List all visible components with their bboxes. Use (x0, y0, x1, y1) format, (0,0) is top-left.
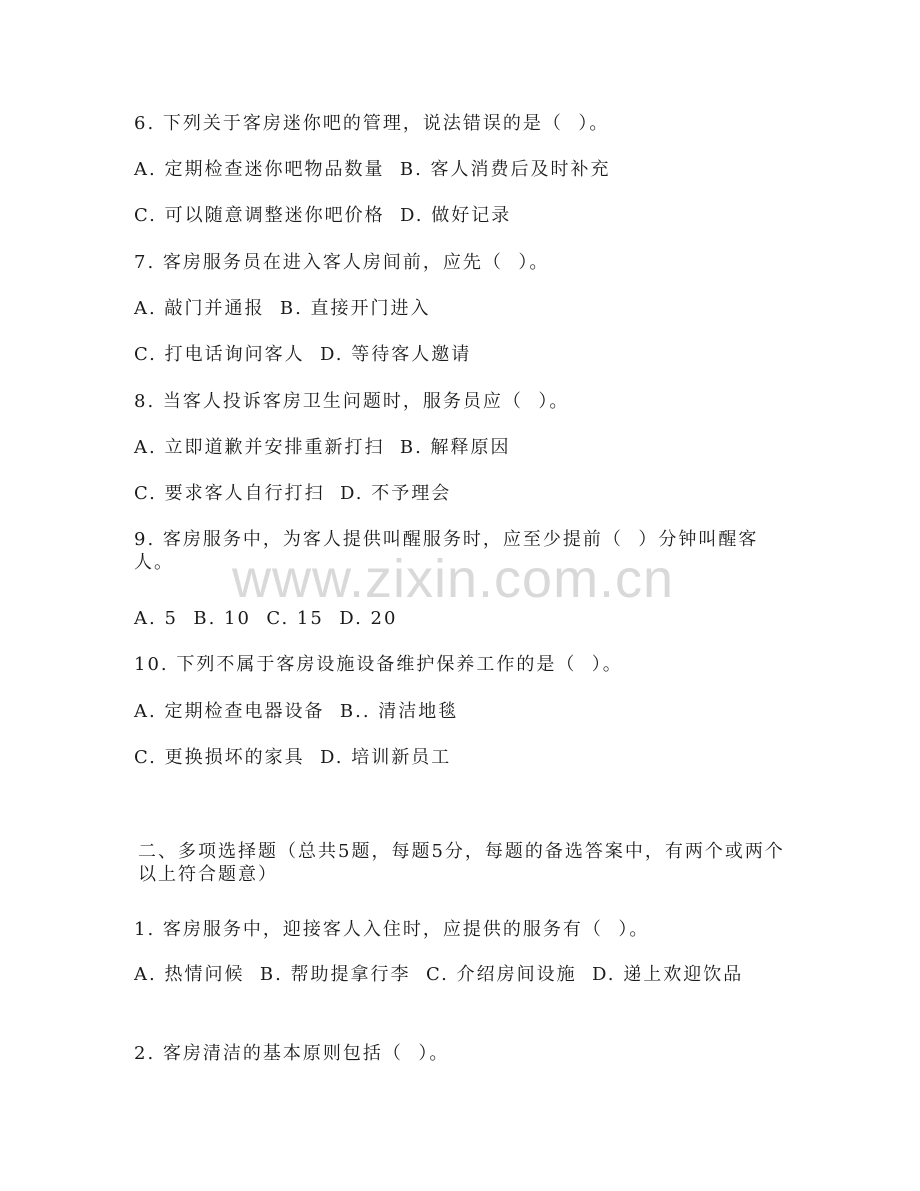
question-7: 7. 客房服务员在进入客人房间前，应先（ ）。 (134, 252, 550, 273)
question-7-options-cd: C. 打电话询问客人 D. 等待客人邀请 (134, 344, 472, 365)
mc-question-1: 1. 客房服务中，迎接客人入住时，应提供的服务有（ ）。 (134, 919, 650, 940)
question-10-options-cd: C. 更换损坏的家具 D. 培训新员工 (134, 747, 452, 768)
question-7-options-ab: A. 敲门并通报 B. 直接开门进入 (134, 298, 431, 319)
question-8: 8. 当客人投诉客房卫生问题时，服务员应（ ）。 (134, 391, 570, 412)
question-10-options-ab: A. 定期检查电器设备 B.. 清洁地毯 (134, 701, 459, 722)
question-8-options-ab: A. 立即道歉并安排重新打扫 B. 解释原因 (134, 437, 511, 458)
question-6-options-cd: C. 可以随意调整迷你吧价格 D. 做好记录 (134, 205, 512, 226)
question-6-options-ab: A. 定期检查迷你吧物品数量 B. 客人消费后及时补充 (134, 159, 611, 180)
question-9-options: A. 5 B. 10 C. 15 D. 20 (134, 608, 398, 629)
question-8-options-cd: C. 要求客人自行打扫 D. 不予理会 (134, 483, 452, 504)
watermark: www.zixin.com.cn (232, 549, 675, 609)
question-6: 6. 下列关于客房迷你吧的管理，说法错误的是（ ）。 (134, 113, 610, 134)
question-9: 9. 客房服务中，为客人提供叫醒服务时，应至少提前（ ）分钟叫醒客人。 (134, 529, 759, 573)
question-10: 10. 下列不属于客房设施设备维护保养工作的是（ ）。 (134, 654, 623, 675)
section-header-multiple-choice: 二、多项选择题（总共5题，每题5分，每题的备选答案中，有两个或两个以上符合题意） (138, 841, 785, 885)
mc-question-2: 2. 客房清洁的基本原则包括（ ）。 (134, 1043, 450, 1064)
mc-question-1-options: A. 热情问候 B. 帮助提拿行李 C. 介绍房间设施 D. 递上欢迎饮品 (134, 964, 744, 985)
